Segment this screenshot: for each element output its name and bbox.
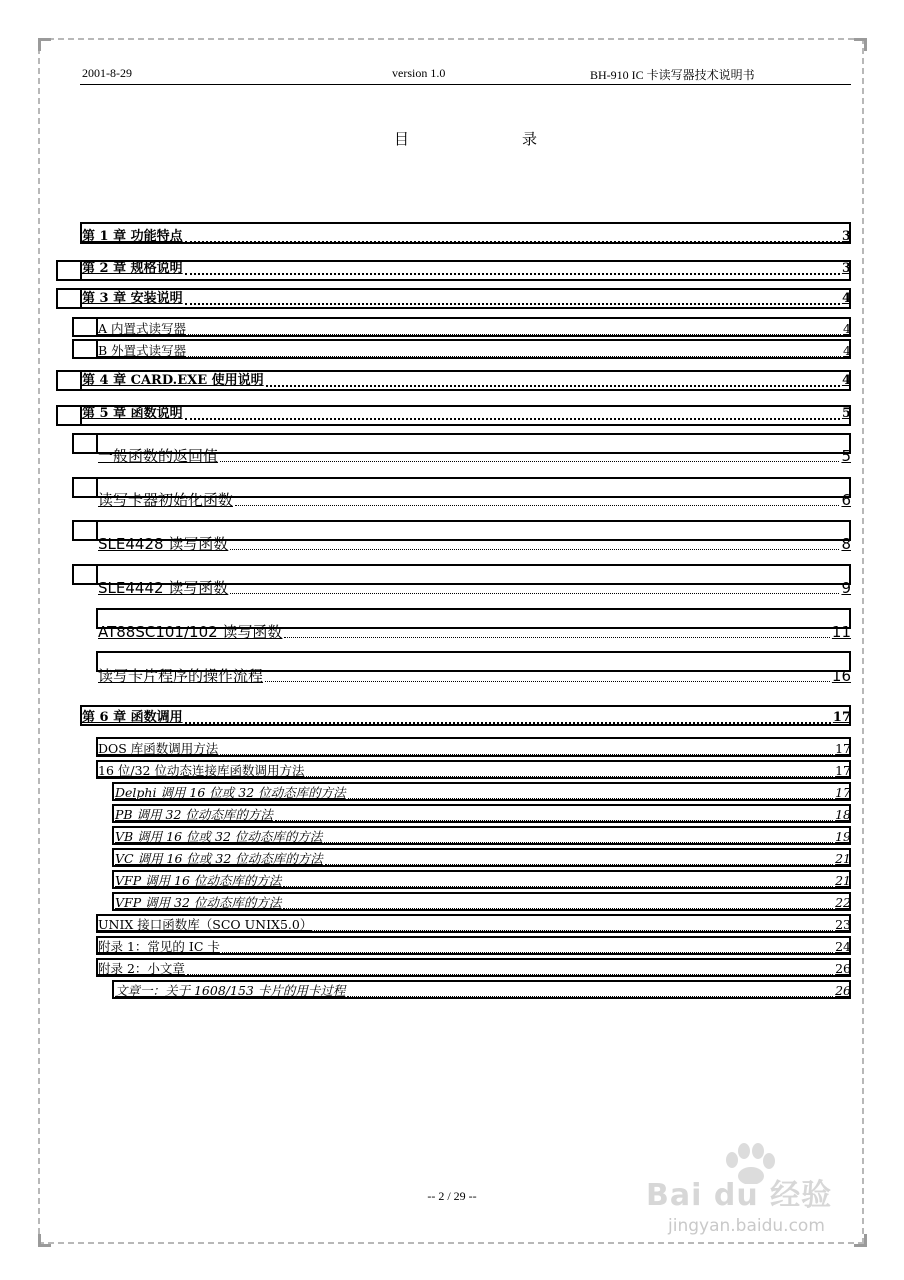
- toc-entry-subsection[interactable]: [115, 979, 851, 999]
- toc-entry-label: 第 5 章 函数说明: [82, 406, 183, 421]
- toc-entry-label: 第 3 章 安装说明: [82, 291, 183, 306]
- toc-entry-page: 26: [835, 983, 851, 998]
- toc-entry-section[interactable]: [98, 935, 851, 955]
- toc-entry-label: 一般函数的返回值: [98, 447, 219, 465]
- toc-entry-section[interactable]: [98, 488, 851, 508]
- toc-entry-page: 11: [831, 623, 851, 641]
- watermark: [646, 1142, 858, 1250]
- toc-entry-section[interactable]: [98, 576, 851, 596]
- toc-entry-page: 24: [835, 939, 851, 954]
- dot-leader: [188, 356, 841, 357]
- header-date: 2001-8-29: [82, 66, 132, 80]
- toc-entry-page: 23: [835, 917, 851, 932]
- dot-leader: [187, 974, 833, 975]
- toc-entry-chapter-5[interactable]: [82, 402, 851, 422]
- crop-mark-top-left: [38, 38, 51, 51]
- toc-entry-label: VB 调用 16 位或 32 位动态库的方法: [115, 829, 323, 844]
- toc-entry-page: 4: [841, 373, 851, 388]
- toc-entry-label: A 内置式读写器: [98, 321, 187, 336]
- toc-entry-page: 3: [841, 261, 851, 276]
- toc-entry-subsection[interactable]: [115, 825, 851, 845]
- toc-entry-label: PB 调用 32 位动态库的方法: [115, 807, 273, 822]
- toc-entry-section[interactable]: [98, 317, 851, 337]
- dot-leader: [185, 722, 831, 724]
- toc-entry-subsection[interactable]: [115, 781, 851, 801]
- toc-entry-page: 21: [835, 851, 851, 866]
- toc-entry-page: 17: [835, 785, 851, 800]
- toc-entry-page: 4: [843, 343, 851, 358]
- toc-entry-section[interactable]: [98, 532, 851, 552]
- dot-leader: [348, 798, 833, 799]
- toc-entry-section[interactable]: [98, 913, 851, 933]
- dot-leader: [185, 303, 840, 305]
- toc-entry-label: VC 调用 16 位或 32 位动态库的方法: [115, 851, 323, 866]
- dot-leader: [283, 886, 833, 887]
- toc-entry-label: UNIX 接口函数库（SCO UNIX5.0）: [98, 917, 313, 932]
- dot-leader: [306, 776, 833, 777]
- toc-entry-label: 16 位/32 位动态连接库函数调用方法: [98, 763, 305, 778]
- dot-leader: [220, 461, 839, 462]
- toc-entry-page: 4: [841, 291, 851, 306]
- toc-entry-section[interactable]: [98, 737, 851, 757]
- toc-entry-label: AT88SC101/102 读写函数: [98, 623, 283, 641]
- dot-leader: [185, 241, 840, 243]
- toc-entry-label: 第 2 章 规格说明: [82, 261, 183, 276]
- toc-entry-section[interactable]: [98, 620, 851, 640]
- toc-entry-label: 附录 1：常见的 IC 卡: [98, 939, 220, 954]
- crop-mark-bottom-left: [38, 1234, 51, 1247]
- dot-leader: [220, 754, 833, 755]
- page-border: [38, 38, 864, 1244]
- toc-entry-chapter-1[interactable]: [82, 225, 851, 245]
- toc-entry-subsection[interactable]: [115, 869, 851, 889]
- toc-entry-page: 4: [843, 321, 851, 336]
- toc-entry-page: 5: [841, 447, 851, 465]
- page-number-footer: -- 2 / 29 --: [427, 1189, 477, 1203]
- crop-mark-top-right: [854, 38, 867, 51]
- toc-entry-page: 22: [835, 895, 851, 910]
- toc-entry-section[interactable]: [98, 339, 851, 359]
- toc-entry-page: 18: [835, 807, 851, 822]
- toc-entry-page: 17: [835, 741, 851, 756]
- toc-title-char-1: 目: [394, 132, 410, 148]
- toc-entry-label: DOS 库函数调用方法: [98, 741, 219, 756]
- watermark-brand: Bai du 经验: [646, 1178, 833, 1213]
- toc-entry-chapter-4[interactable]: [82, 369, 851, 389]
- toc-entry-page: 8: [841, 535, 851, 553]
- toc-entry-subsection[interactable]: [115, 891, 851, 911]
- header-version: version 1.0: [392, 66, 446, 80]
- dot-leader: [283, 908, 833, 909]
- toc-entry-page: 16: [831, 667, 851, 685]
- toc-entry-label: VFP 调用 32 位动态库的方法: [115, 895, 282, 910]
- dot-leader: [230, 593, 839, 594]
- toc-entry-page: 5: [841, 406, 851, 421]
- toc-entry-label: VFP 调用 16 位动态库的方法: [115, 873, 282, 888]
- toc-entry-section[interactable]: [98, 664, 851, 684]
- toc-entry-page: 9: [841, 579, 851, 597]
- toc-entry-label: 第 1 章 功能特点: [82, 229, 183, 244]
- dot-leader: [235, 505, 839, 506]
- toc-entry-chapter-3[interactable]: [82, 287, 851, 307]
- toc-entry-section[interactable]: [98, 444, 851, 464]
- dot-leader: [347, 996, 833, 997]
- toc-entry-page: 17: [835, 763, 851, 778]
- dot-leader: [324, 842, 833, 843]
- toc-entry-label: 读写卡片程序的操作流程: [98, 667, 264, 685]
- dot-leader: [325, 864, 833, 865]
- toc-entry-subsection[interactable]: [115, 803, 851, 823]
- toc-entry-label: SLE4442 读写函数: [98, 579, 229, 597]
- toc-entry-label: 附录 2：小文章: [98, 961, 185, 976]
- dot-leader: [284, 637, 829, 638]
- toc-entry-page: 3: [841, 229, 851, 244]
- dot-leader: [185, 273, 840, 275]
- toc-entry-page: 21: [835, 873, 851, 888]
- dot-leader: [275, 820, 833, 821]
- dot-leader: [185, 418, 840, 420]
- toc-entry-label: B 外置式读写器: [98, 343, 187, 358]
- toc-entry-chapter-6[interactable]: [82, 706, 851, 726]
- dot-leader: [266, 385, 840, 387]
- toc-entry-chapter-2[interactable]: [82, 257, 851, 277]
- header-doc-title: BH-910 IC 卡读写器技术说明书: [590, 68, 755, 82]
- toc-entry-section[interactable]: [98, 957, 851, 977]
- toc-entry-section[interactable]: [98, 759, 851, 779]
- toc-entry-page: 19: [835, 829, 851, 844]
- toc-entry-label: 第 4 章 CARD.EXE 使用说明: [82, 373, 264, 388]
- toc-entry-label: 读写卡器初始化函数: [98, 491, 234, 509]
- dot-leader: [188, 334, 841, 335]
- dot-leader: [265, 681, 830, 682]
- toc-entry-label: Delphi 调用 16 位或 32 位动态库的方法: [115, 785, 346, 800]
- toc-entry-page: 6: [841, 491, 851, 509]
- toc-entry-page: 26: [835, 961, 851, 976]
- watermark-url: jingyan.baidu.com: [668, 1216, 825, 1236]
- dot-leader: [314, 930, 833, 931]
- toc-entry-label: 第 6 章 函数调用: [82, 710, 183, 725]
- dot-leader: [230, 549, 839, 550]
- toc-entry-label: SLE4428 读写函数: [98, 535, 229, 553]
- toc-entry-label: 文章一：关于 1608/153 卡片的用卡过程: [115, 983, 346, 998]
- toc-entry-subsection[interactable]: [115, 847, 851, 867]
- toc-entry-page: 17: [832, 710, 851, 725]
- toc-title-char-2: 录: [522, 132, 538, 148]
- header-rule: [80, 84, 851, 85]
- dot-leader: [222, 952, 833, 953]
